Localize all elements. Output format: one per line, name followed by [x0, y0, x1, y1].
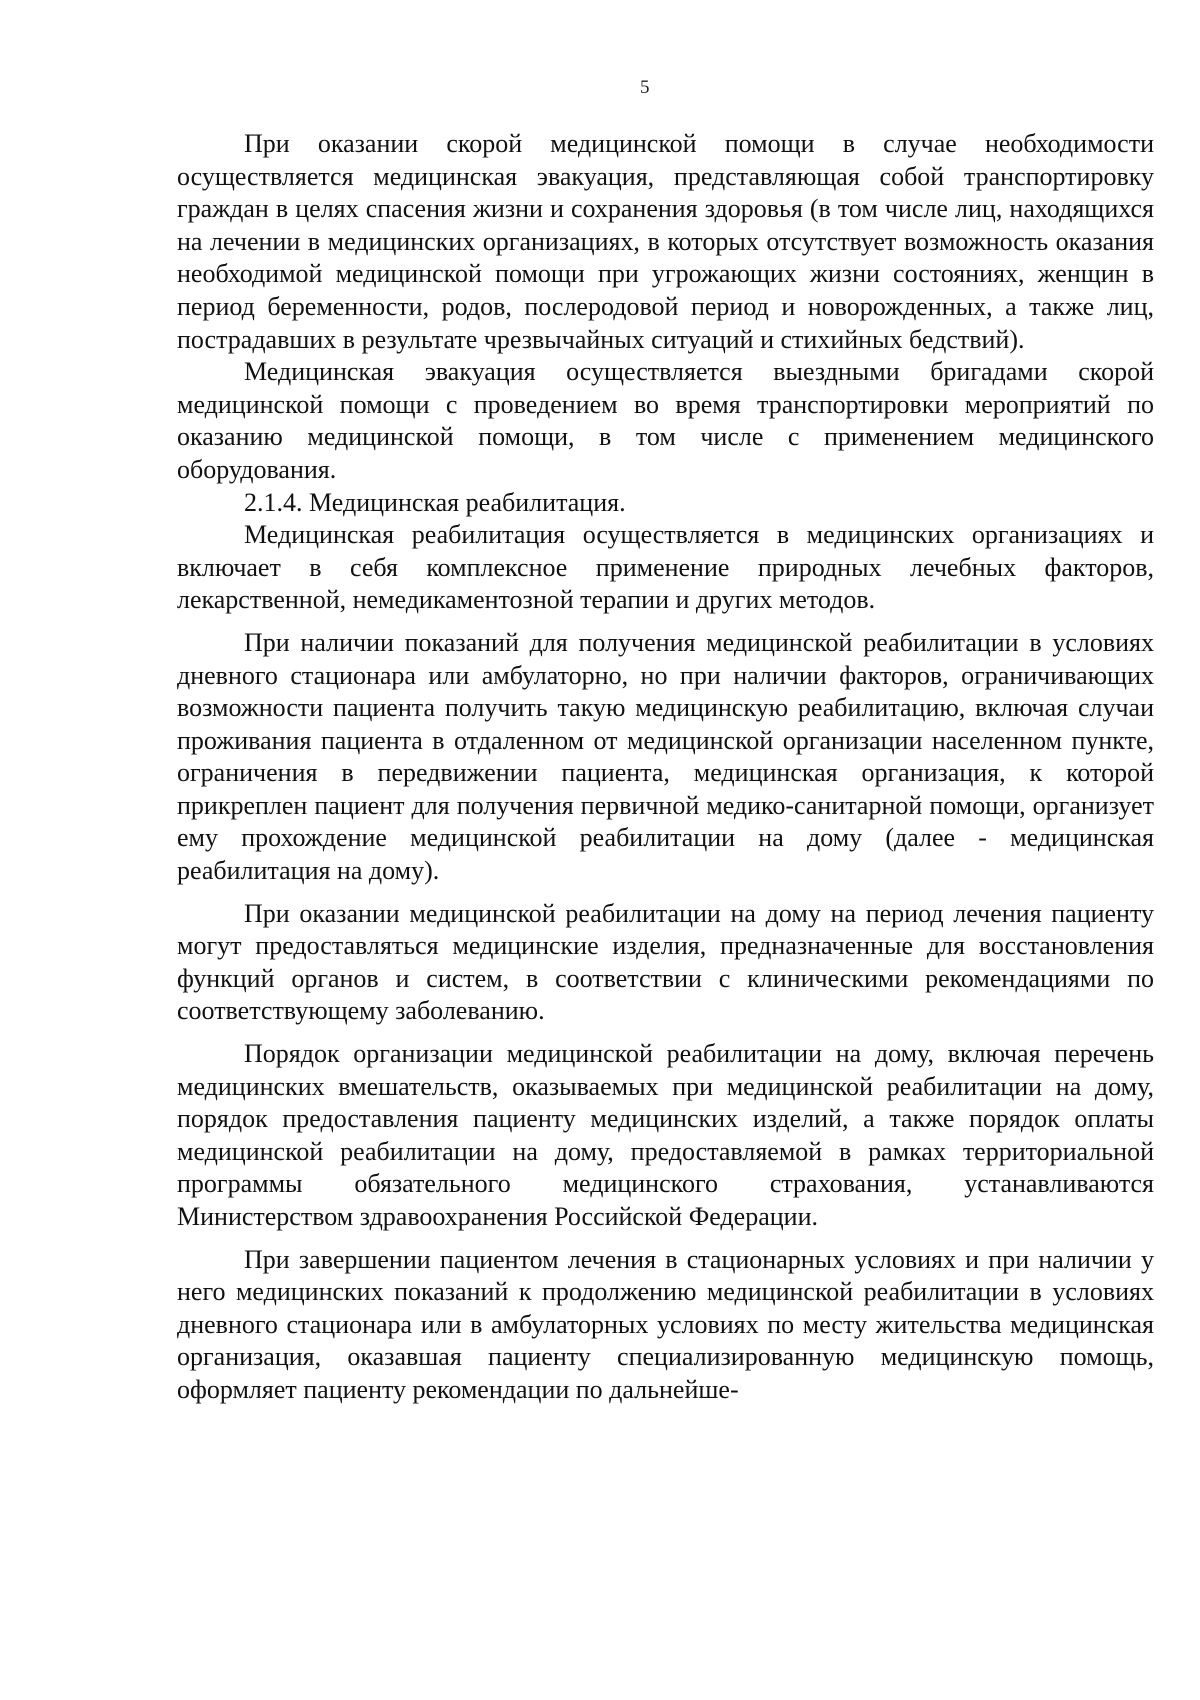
paragraph-evacuation-teams: Медицинская эвакуация осуществляется выездными бригадами скорой медицинской помощи с проведением во время транспортировки мероприятий по оказанию медицинской помощи, в том числе с применением медицинского оборудования. — [177, 357, 1154, 484]
paragraph-rehabilitation-definition: Медицинская реабилитация осуществляется в медицинских организациях и включает в себя комплексное применение природных лечебных факторов, лекарственной, немедикаментозной терапии и других методов. — [177, 520, 1154, 615]
paragraph-rehabilitation-procedure: Порядок организации медицинской реабилитации на дому, включая перечень медицинских вмешательств, оказываемых при медицинской реабилитации на дому, порядок предоставления пациенту медицинских изделий, а также порядок оплаты медицинской реабилитации на дому, предоставляемой в рамках территориальной программы обязательного медицинского страхования, устанавливаются Министерством здравоохранения Российской Федерации. — [177, 1039, 1154, 1231]
paragraph-emergency-evacuation: При оказании скорой медицинской помощи в случае необходимости осуществляется медицинская эвакуация, представляющая собой транспортировку граждан в целях спасения жизни и сохранения здоровья (в том числе лиц, находящихся на лечении в медицинских организациях, в которых отсутствует возможность оказания необходимой медицинской помощи при угрожающих жизни состояниях, женщин в период беременности, родов, послеродовой период и новорожденных, а также лиц, пострадавших в результате чрезвычайных ситуаций и стихийных бедствий). — [177, 129, 1154, 354]
paragraph-discharge-recommendations: При завершении пациентом лечения в стационарных условиях и при наличии у него медицинских показаний к продолжению медицинской реабилитации в условиях дневного стационара или в амбулаторных условиях по месту жительства медицинская организация, оказавшая пациенту специализированную медицинскую помощь, оформляет пациенту рекомендации по дальнейше- — [177, 1244, 1154, 1404]
page-number: 5 — [640, 77, 650, 98]
paragraph-home-rehabilitation: При наличии показаний для получения медицинской реабилитации в условиях дневного стационара или амбулаторно, но при наличии факторов, ограничивающих возможности пациента получить такую медицинскую реабилитацию, включая случаи проживания пациента в отдаленном от медицинской организации населенном пункте, ограничения в передвижении пациента, медицинская организация, к которой прикреплен пациент для получения первичной медико-санитарной помощи, организует ему прохождение медицинской реабилитации на дому (далее - медицинская реабилитация на дому). — [177, 627, 1154, 886]
document-body — [177, 128, 1154, 1407]
section-heading-rehabilitation: 2.1.4. Медицинская реабилитация. — [244, 487, 626, 517]
paragraph-medical-devices: При оказании медицинской реабилитации на дому на период лечения пациенту могут предоставляться медицинские изделия, предназначенные для восстановления функций органов и систем, в соответствии с клиническими рекомендациями по соответствующему заболеванию. — [177, 898, 1154, 1026]
